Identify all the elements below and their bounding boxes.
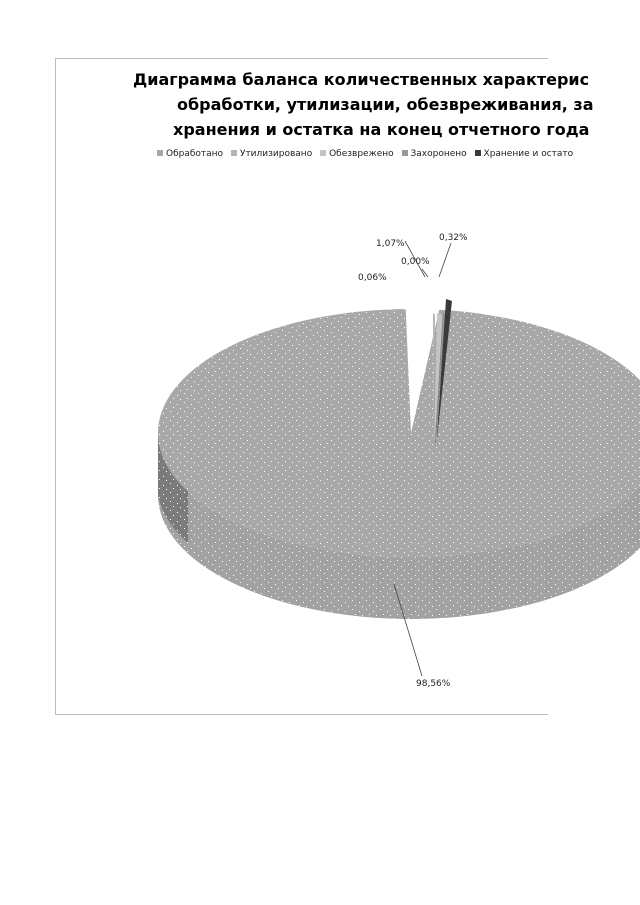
legend-entry [475,149,574,159]
chart-title-line-2: обработки, утилизации, обезвреживания, за [177,95,594,114]
legend-label: Хранение и остато [483,149,574,159]
chart-title-line-1: Диаграмма баланса количественных характерис [133,70,590,89]
legend-label: Захоронено [410,149,467,159]
legend-swatch [231,150,237,156]
chart-area [55,58,594,715]
legend-label: Обезврежено [329,149,394,159]
legend-label: Обработано [166,149,224,159]
chart-title [56,67,616,142]
data-label-0: 98,56% [416,679,451,689]
legend-swatch [475,150,481,156]
legend-entry [402,149,467,159]
legend-label: Утилизировано [239,149,313,159]
leader-line-4 [439,243,451,277]
data-label-4: 0,32% [439,233,468,243]
legend-entry [231,149,312,159]
legend-entry [320,149,394,159]
legend-swatch [157,150,163,156]
chart-title-line-3: хранения и остатка на конец отчетного года [173,120,590,139]
legend-swatch [402,150,408,156]
legend-entry [157,149,223,159]
legend-swatch [320,150,326,156]
data-label-2: 1,07% [376,239,405,249]
data-label-3: 0,00% [401,257,430,267]
chart-legend [157,149,617,159]
data-label-1: 0,06% [358,273,387,283]
